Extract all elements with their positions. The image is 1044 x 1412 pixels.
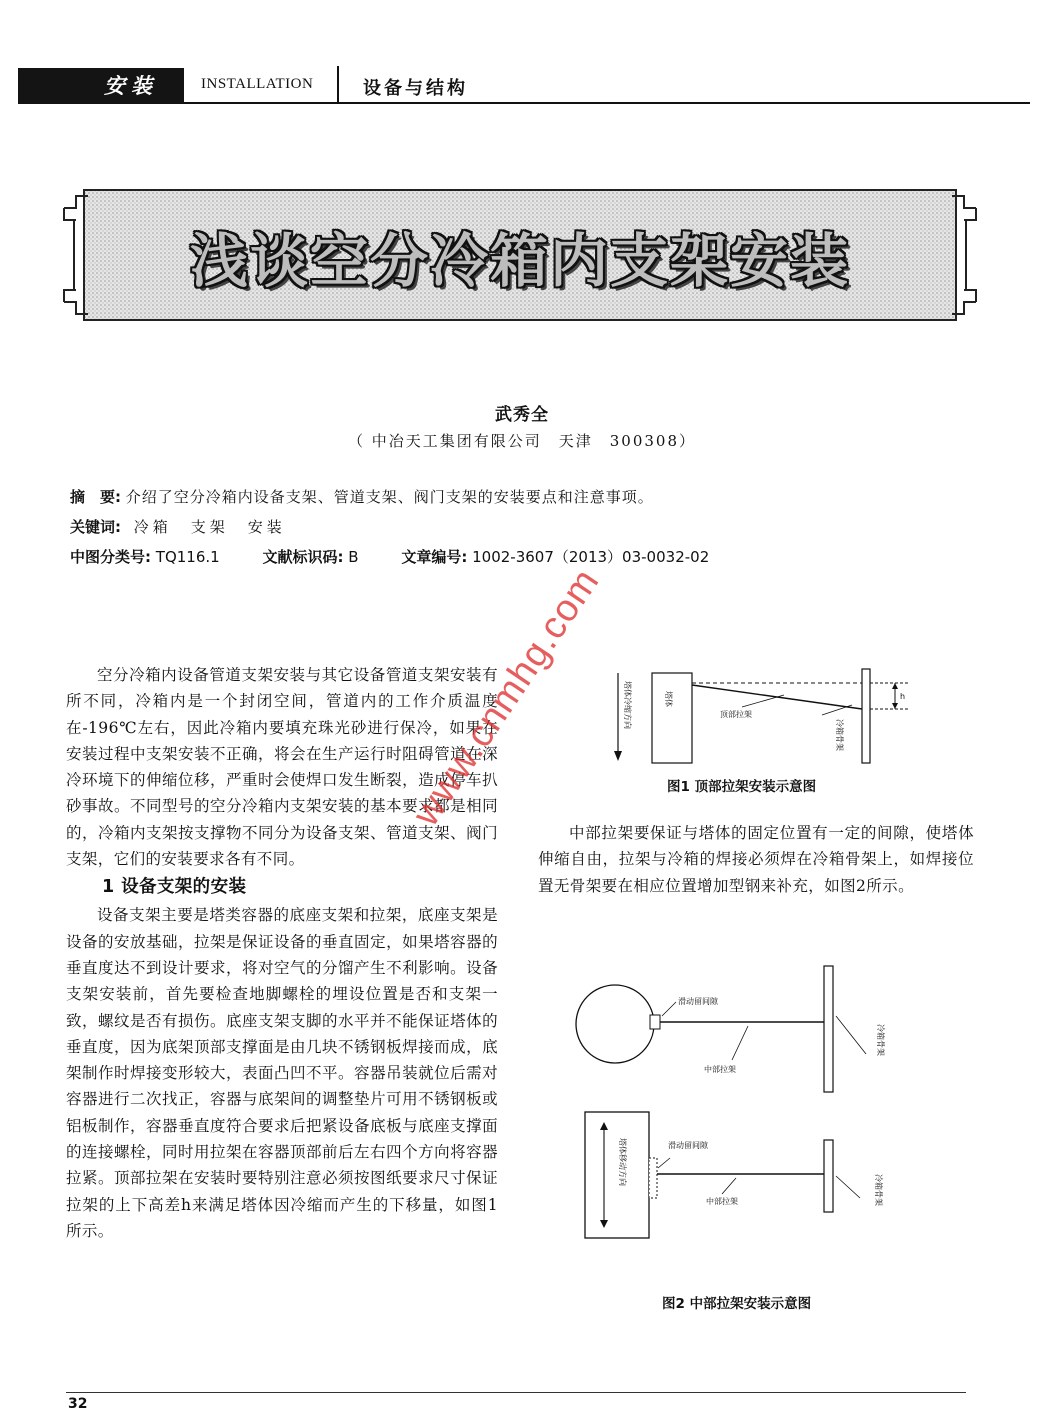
middle-tie-paragraph: 中部拉架要保证与塔体的固定位置有一定的间隙，使塔体伸缩自由，拉架与冷箱的焊接必须焊在冷箱骨架上，如焊接位置无骨架要在相应位置增加型钢来补充，如图2所示。 (538, 824, 974, 895)
intro-paragraph: 空分冷箱内设备管道支架安装与其它设备管道支架安装有所不同，冷箱内是一个封闭空间，管道内的工作介质温度在-196℃左右，因此冷箱内要填充珠光砂进行保冷，如果在安装过程中支架安装不正确，将会在生产运行时阻碍管道在深冷环境下的伸缩位移，严重时会使焊口发生断裂，造成停车扒砂事故。不同型号的空分冷箱内支架安装的基本要求都是相同的，冷箱内支架按支撑物不同分为设备支架、管道支架、阀门支架，它们的安装要求各有不同。 (66, 666, 498, 869)
fig1-label-tie: 顶部拉架 (720, 710, 752, 719)
fig1-label-frame: 冷箱骨架 (835, 719, 844, 751)
clc-label: 中图分类号: (70, 548, 151, 566)
left-column (66, 662, 498, 1244)
articleno-value: 1002-3607（2013）03-0032-02 (472, 548, 710, 566)
figure-2-caption: 图2 中部拉架安装示意图 (662, 1296, 812, 1312)
fig2-top-label-tie: 中部拉架 (704, 1065, 736, 1074)
fig2-bottom-label-frame: 冷箱骨架 (874, 1174, 883, 1206)
author-affiliation: （ 中冶天工集团有限公司 天津 300308） (347, 432, 697, 450)
fig1-label-tower: 塔体 (664, 691, 673, 707)
fig1-label-h: h (900, 692, 906, 701)
header-logo: 安装 (104, 73, 158, 98)
watermark-text: www.cnmhg.com (405, 561, 608, 834)
fig2-bottom-label-direction: 塔体移动方向 (618, 1138, 627, 1186)
figure-2-diagram (570, 962, 900, 1260)
fig2-top-tower-circle (576, 985, 654, 1063)
figure-1-diagram (614, 665, 914, 765)
fig2-bottom-tower (585, 1112, 649, 1238)
fig1-label-direction: 塔体冷缩方向 (623, 681, 632, 729)
equipment-support-paragraph: 设备支架主要是塔类容器的底座支架和拉架，底座支架是设备的安放基础，拉架是保证设备的垂直固定，如果塔容器的垂直度达不到设计要求，将对空气的分馏产生不利影响。设备支架安装前，首先要检查地脚螺栓的埋设位置是否和支架一致，螺纹是否有损伤。底座支架支脚的水平并不能保证塔体的垂直度，因为底架顶部支撑面是由几块不锈钢板焊接而成，底架制作时焊接变形较大，表面凸凹不平。容器吊装就位后需对容器进行二次找正，容器与底架间的调整垫片可用不锈钢板或铝板制作，容器垂直度符合要求后把紧设备底板与底座支撑面的连接螺栓，同时用拉架在容器顶部前后左右四个方向将容器拉紧。顶部拉架在安装时要特别注意必须按图纸要求尺寸保证拉架的上下高差h来满足塔体因冷缩而产生的下移量，如图1所示。 (66, 906, 498, 1240)
articleno-label: 文章编号: (401, 548, 468, 566)
keywords-text: 冷箱 支架 安装 (133, 518, 286, 536)
page-number: 32 (68, 1396, 88, 1412)
header-section-cn: 设备与结构 (363, 78, 468, 99)
doccode-value: B (348, 548, 359, 566)
keywords-line (70, 516, 286, 537)
keywords-label: 关键词: (70, 518, 121, 536)
fig2-bottom-label-tie: 中部拉架 (706, 1197, 738, 1206)
article-title: 浅谈空分冷箱内支架安装 (189, 227, 850, 295)
footer-rule (66, 1392, 966, 1393)
fig2-top-frame (824, 966, 833, 1092)
right-column (538, 820, 974, 899)
fig2-bottom-frame (824, 1140, 833, 1212)
header-section-en: INSTALLATION (201, 76, 314, 92)
clc-value: TQ116.1 (155, 548, 220, 566)
fig2-top-label-gap: 滑动留间隙 (678, 997, 718, 1006)
fig1-tower (652, 673, 692, 763)
header-black-block (18, 68, 184, 104)
author-name: 武秀全 (495, 405, 549, 425)
fig1-frame (862, 669, 870, 763)
fig2-top-label-frame: 冷箱骨架 (876, 1024, 885, 1056)
fig2-bottom-label-gap: 滑动留间隙 (668, 1141, 708, 1150)
abstract-text: 介绍了空分冷箱内设备支架、管道支架、阀门支架的安装要点和注意事项。 (125, 488, 654, 506)
header-divider (337, 66, 339, 102)
header-rule (184, 102, 1030, 104)
abstract-label: 摘 要: (70, 488, 121, 506)
section-heading-1: 1 设备支架的安装 (102, 877, 247, 898)
abstract-line (70, 486, 654, 507)
doccode-label: 文献标识码: (262, 548, 344, 566)
classification-line (70, 546, 709, 567)
figure-1-caption: 图1 顶部拉架安装示意图 (667, 779, 817, 795)
